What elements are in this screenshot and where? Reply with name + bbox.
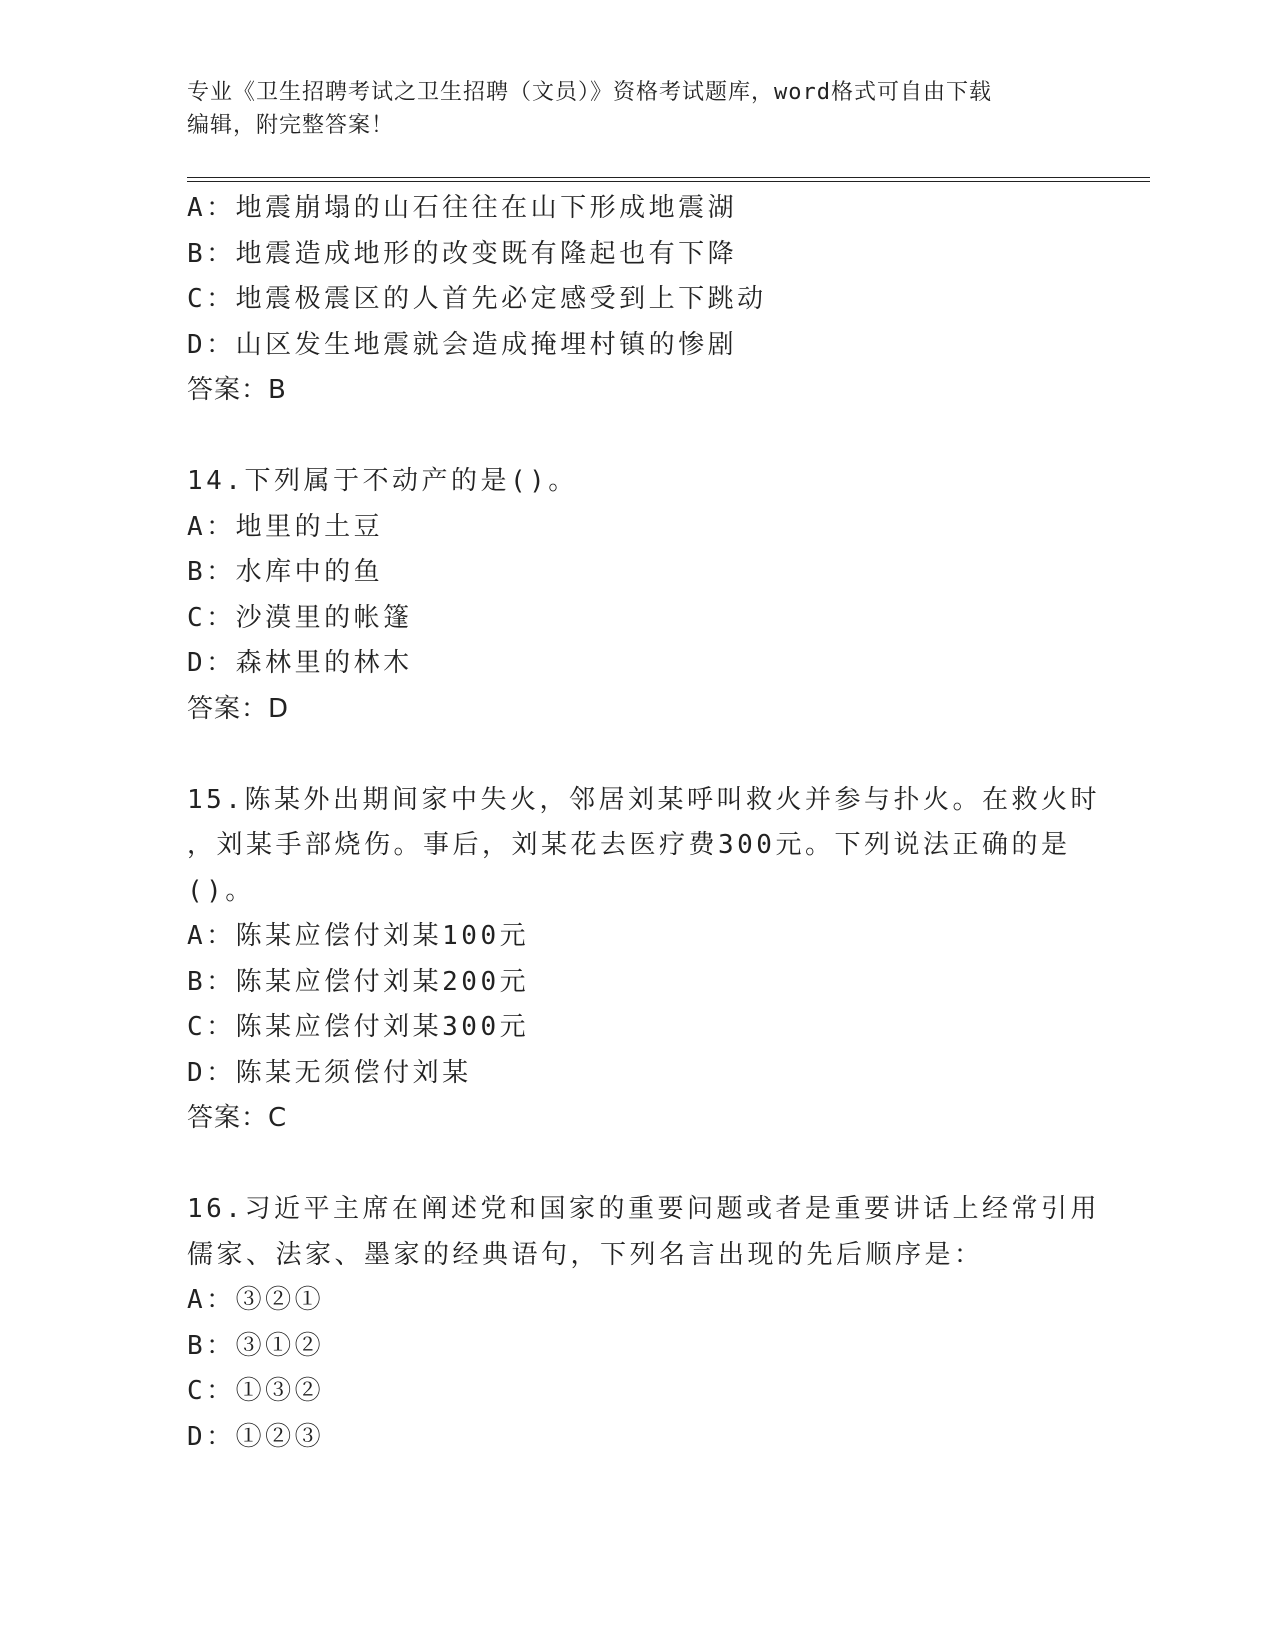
question-13 xyxy=(187,186,1087,414)
q14-option-d: D：森林里的林木 xyxy=(187,648,413,678)
q15-answer: 答案：C xyxy=(187,1103,288,1133)
question-14 xyxy=(187,459,1087,732)
spacer xyxy=(187,732,1087,778)
q15-option-c: C：陈某应偿付刘某300元 xyxy=(187,1012,530,1042)
q15-option-d: D：陈某无须偿付刘某 xyxy=(187,1057,472,1088)
header-rule-bottom xyxy=(187,181,1150,182)
q16-question-line-2: 儒家、法家、墨家的经典语句，下列名言出现的先后顺序是： xyxy=(187,1239,984,1270)
spacer xyxy=(187,414,1087,460)
q16-option-c: C：①③② xyxy=(187,1376,325,1406)
document-header xyxy=(187,76,1067,142)
q13-option-b: B：地震造成地形的改变既有隆起也有下降 xyxy=(187,238,738,269)
q13-option-d: D：山区发生地震就会造成掩埋村镇的惨剧 xyxy=(187,329,738,360)
q14-question: 14.下列属于不动产的是()。 xyxy=(187,466,578,496)
q16-question-line-1: 16.习近平主席在阐述党和国家的重要问题或者是重要讲话上经常引用 xyxy=(187,1194,1100,1224)
question-15 xyxy=(187,778,1100,1142)
q14-answer: 答案：D xyxy=(187,693,290,724)
q15-option-b: B：陈某应偿付刘某200元 xyxy=(187,966,530,997)
q15-question-line-2: ，刘某手部烧伤。事后，刘某花去医疗费300元。下列说法正确的是 xyxy=(187,830,1071,860)
q14-option-b: B：水库中的鱼 xyxy=(187,557,384,587)
header-rule-top xyxy=(187,177,1150,178)
q16-option-d: D：①②③ xyxy=(187,1421,325,1452)
header-line-1: 专业《卫生招聘考试之卫生招聘（文员）》资格考试题库，word格式可自由下载 xyxy=(187,80,992,105)
q15-question-line-1: 15.陈某外出期间家中失火，邻居刘某呼叫救火并参与扑火。在救火时 xyxy=(187,784,1100,815)
q13-answer: 答案：B xyxy=(187,375,287,405)
q14-option-c: C：沙漠里的帐篷 xyxy=(187,602,413,633)
question-16 xyxy=(187,1187,1100,1460)
header-line-2: 编辑，附完整答案！ xyxy=(187,113,395,138)
q13-option-a: A：地震崩塌的山石往往在山下形成地震湖 xyxy=(187,193,738,223)
q13-option-c: C：地震极震区的人首先必定感受到上下跳动 xyxy=(187,284,767,314)
question-list xyxy=(187,186,1100,1460)
q14-option-a: A：地里的土豆 xyxy=(187,511,384,542)
spacer xyxy=(187,1142,1087,1188)
q15-question-line-3: ()。 xyxy=(187,875,255,906)
q15-option-a: A：陈某应偿付刘某100元 xyxy=(187,921,530,951)
q16-option-b: B：③①② xyxy=(187,1330,325,1361)
q16-option-a: A：③②① xyxy=(187,1285,325,1315)
